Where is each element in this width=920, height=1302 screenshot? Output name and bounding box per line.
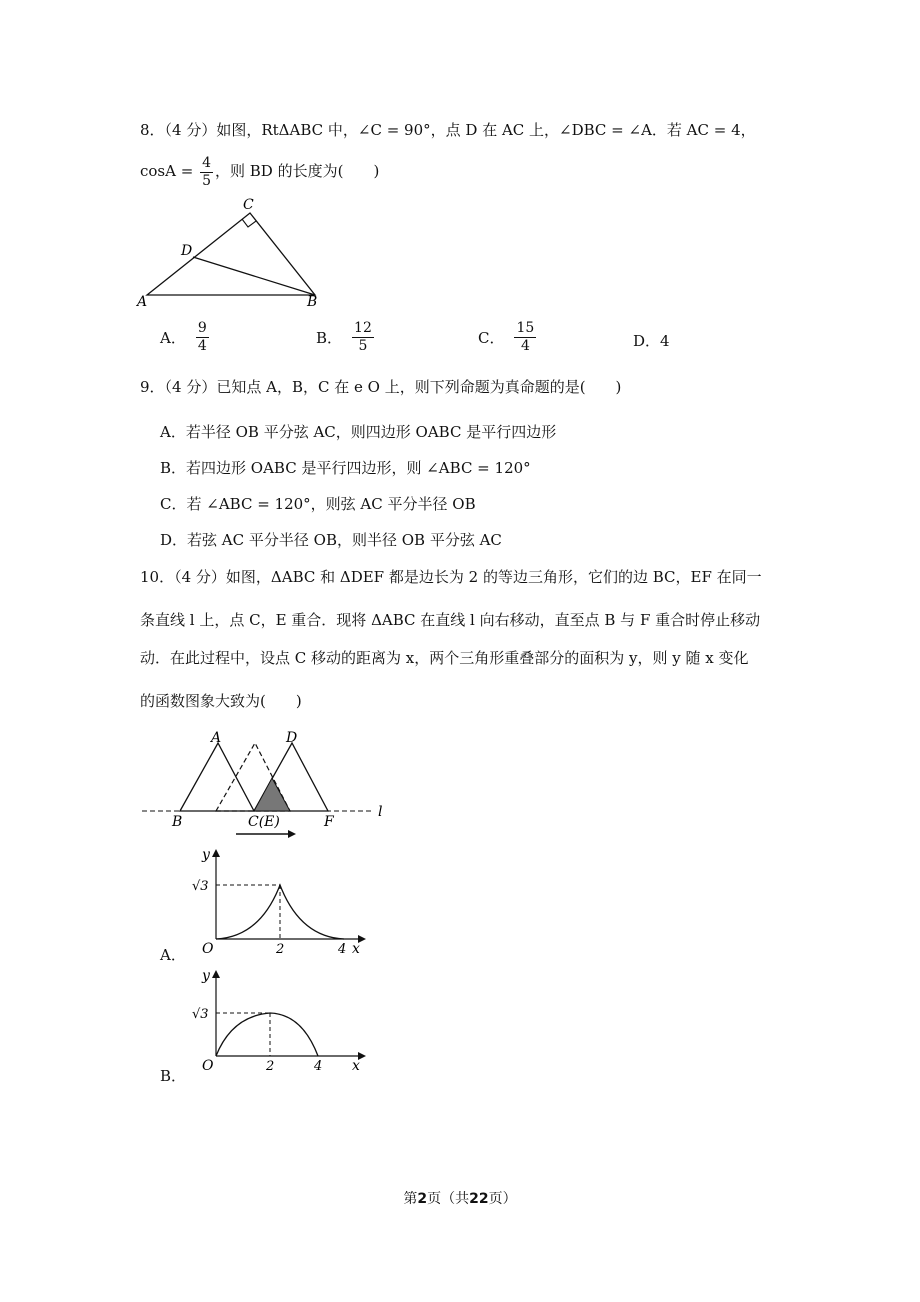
graph-b-x-label: x	[352, 1058, 360, 1074]
q8-stem-line2	[140, 152, 379, 190]
footer-page-number: 2	[417, 1191, 428, 1207]
q10-label-l: l	[378, 804, 383, 820]
q10-stem-line3: 动．在此过程中，设点 C 移动的距离为 x，两个三角形重叠部分的面积为 y，则 y 随 x 变化	[140, 649, 749, 667]
graph-a-y-arrow	[212, 849, 220, 857]
q10-overlap-shaded	[254, 778, 290, 811]
q8-label-a: A	[137, 294, 148, 310]
q8-option-a[interactable]: A． $\frac{9}{4}$	[160, 320, 207, 354]
graph-a-origin: O	[202, 941, 214, 957]
q10-stem-line2: 条直线 l 上，点 C，E 重合．现将 ΔABC 在直线 l 向右移动，直至点 B 与 F 重合时停止移动	[140, 611, 761, 629]
graph-b-curve	[216, 1013, 318, 1056]
q10-triangles-figure	[138, 728, 398, 843]
q10-option-b-label[interactable]: B．	[160, 1067, 187, 1085]
q10-stem-line1: 10．（4 分）如图，ΔABC 和 ΔDEF 都是边长为 2 的等边三角形，它们的边 BC，EF 在同一	[140, 568, 762, 586]
graph-b-tick-2: 2	[266, 1059, 275, 1074]
page-footer: 第2页（共22页）	[403, 1191, 517, 1207]
q9-option-c[interactable]: C．若 ∠ABC = 120°，则弦 AC 平分半径 OB	[160, 495, 476, 513]
graph-a-tick-4: 4	[338, 942, 347, 957]
graph-a-peak-label: √3	[192, 879, 209, 894]
q10-arrow-head	[288, 830, 296, 838]
q8-label-c: C	[243, 197, 254, 213]
graph-a-y-label: y	[202, 847, 210, 863]
q8-triangle	[147, 213, 315, 295]
q10-graph-a	[190, 845, 375, 957]
q8-option-c[interactable]: C． $\frac{15}{4}$	[478, 320, 535, 354]
q8-cos-prefix: cosA =	[140, 162, 199, 180]
q8-stem-line1: 8．（4 分）如图，RtΔABC 中，∠C = 90°，点 D 在 AC 上，∠DBC = ∠A．若 AC = 4，	[140, 121, 756, 139]
q10-graph-b	[190, 966, 375, 1078]
q9-stem: 9．（4 分）已知点 A，B，C 在 e O 上，则下列命题为真命题的是( )	[140, 378, 622, 396]
graph-b-tick-4: 4	[314, 1059, 323, 1074]
q8-triangle-figure	[135, 195, 335, 310]
q10-option-a-label[interactable]: A．	[160, 946, 186, 964]
q8-right-angle-mark	[242, 219, 256, 227]
graph-b-y-label: y	[202, 968, 210, 984]
q10-stem-line4: 的函数图象大致为( )	[140, 692, 302, 710]
q10-label-b: B	[172, 814, 183, 830]
graph-b-origin: O	[202, 1058, 214, 1074]
graph-b-y-arrow	[212, 970, 220, 978]
q8-label-b: B	[307, 294, 318, 310]
q10-label-f: F	[324, 814, 334, 830]
footer-total-pages: 22	[469, 1191, 489, 1207]
graph-a-x-label: x	[352, 941, 360, 957]
graph-a-tick-2: 2	[276, 942, 285, 957]
q9-option-d[interactable]: D．若弦 AC 平分半径 OB，则半径 OB 平分弦 AC	[160, 531, 502, 549]
q8-option-d[interactable]: D．4	[633, 332, 670, 350]
q10-label-ce: C(E)	[248, 814, 280, 830]
q8-stem-rest: ，则 BD 的长度为( )	[215, 162, 380, 180]
q9-option-a[interactable]: A．若半径 OB 平分弦 AC，则四边形 OABC 是平行四边形	[160, 423, 557, 441]
q8-option-b[interactable]: B． $\frac{12}{5}$	[316, 320, 372, 354]
graph-b-peak-label: √3	[192, 1007, 209, 1022]
q10-label-d: D	[286, 730, 298, 746]
q9-option-b[interactable]: B．若四边形 OABC 是平行四边形，则 ∠ABC = 120°	[160, 459, 531, 477]
q8-cos-fraction: $\frac{4}{5}$	[202, 154, 211, 189]
q8-segment-bd	[193, 257, 315, 295]
q8-label-d: D	[181, 243, 193, 259]
q10-label-a: A	[211, 730, 222, 746]
q10-triangle-abc	[180, 743, 254, 811]
